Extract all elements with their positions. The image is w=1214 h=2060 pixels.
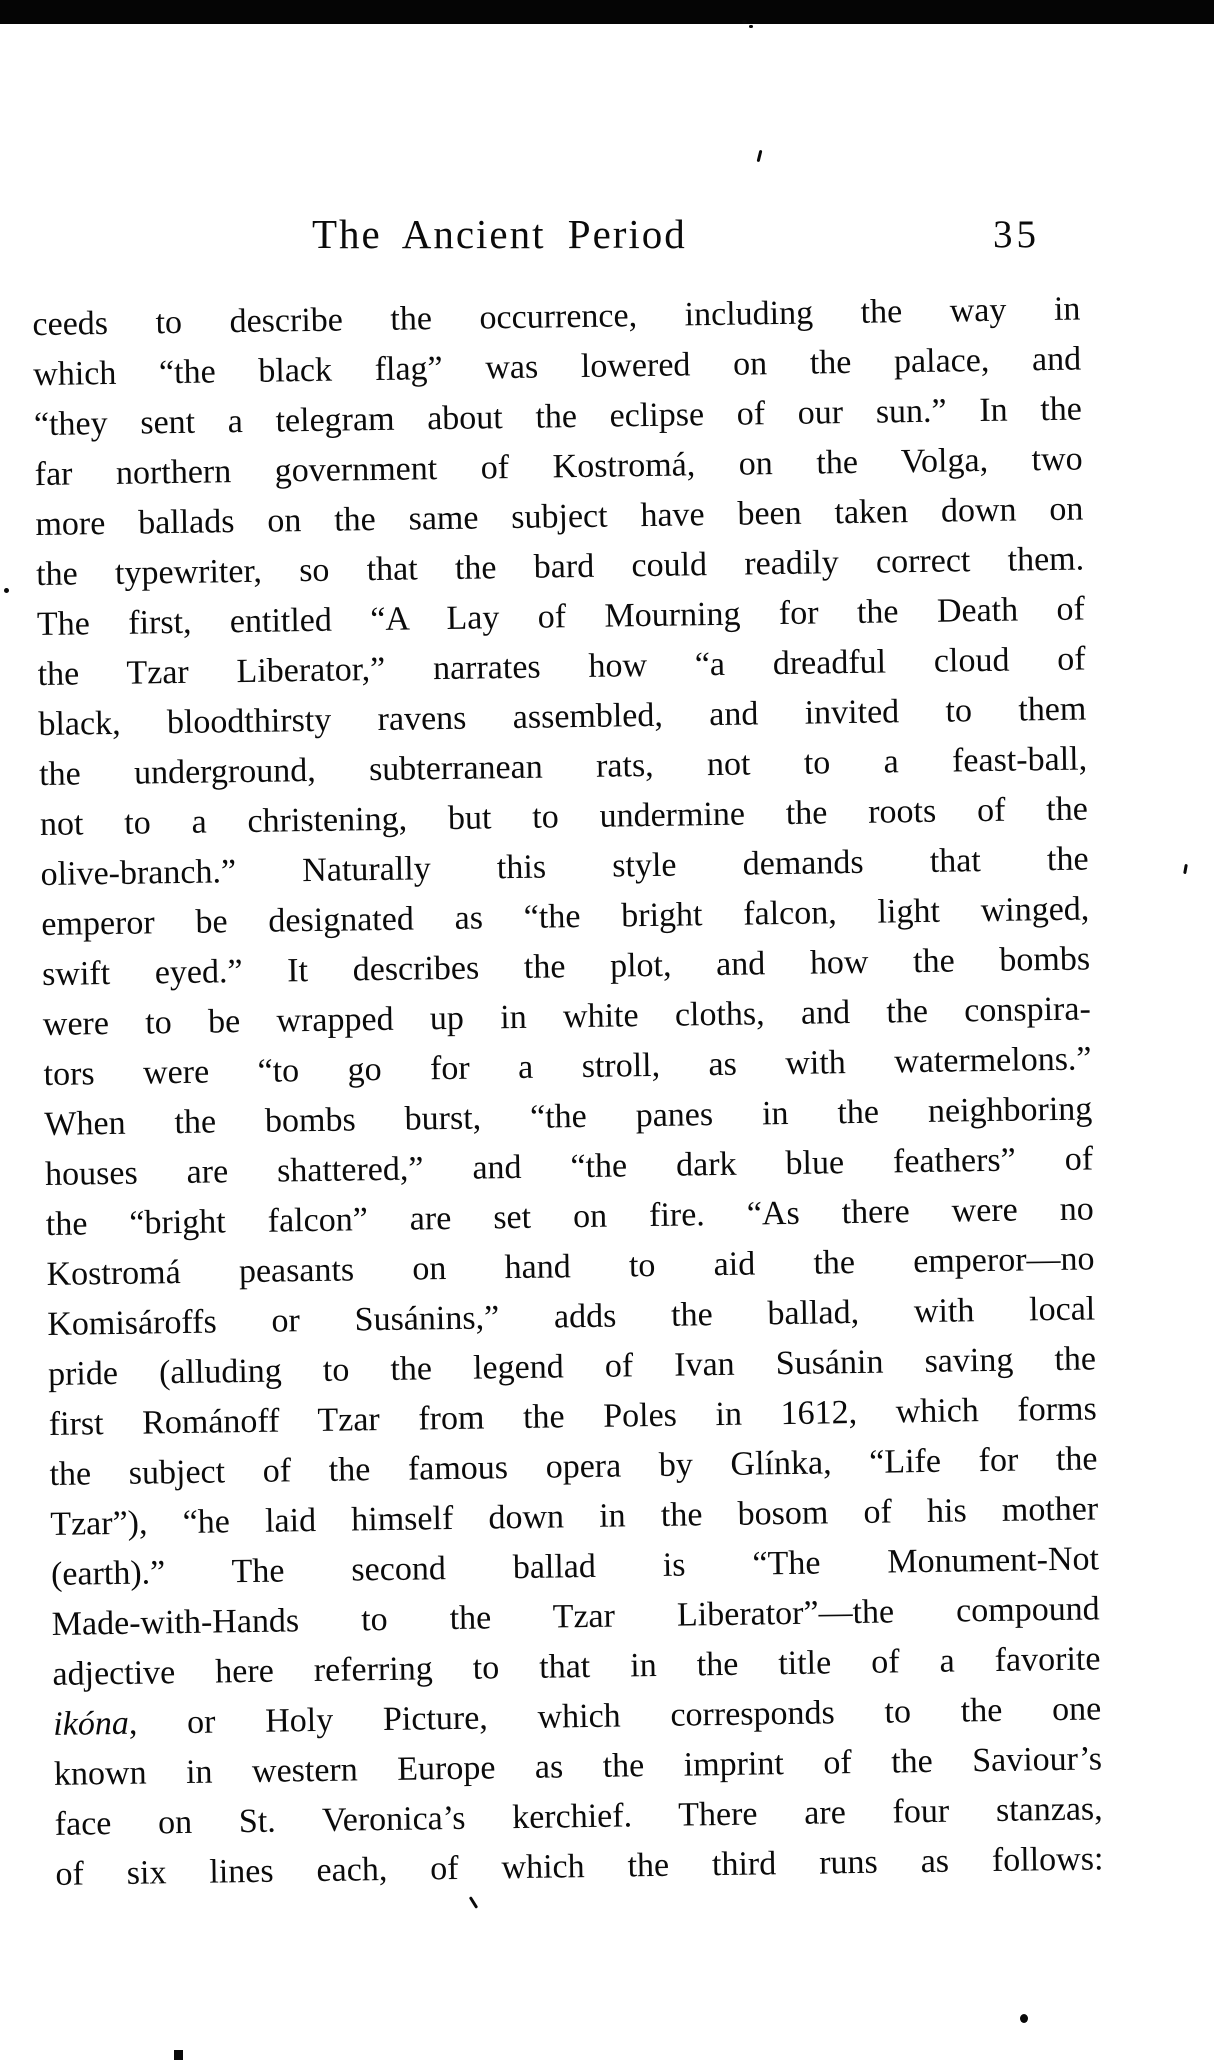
body-line: emperor be designated as “the bright falcon, light winged, xyxy=(41,890,1090,944)
scan-artifact xyxy=(742,20,747,24)
body-line: Komisároffs or Susánins,” adds the ballad, with local xyxy=(47,1290,1096,1343)
body-line: When the bombs burst, “the panes in the neighboring xyxy=(44,1090,1093,1143)
body-line: houses are shattered,” and “the dark blue feathers” of xyxy=(44,1140,1094,1193)
body-line: which “the black flag” was lowered on the palace, and xyxy=(32,340,1082,394)
body-line: Kostromá peasants on hand to aid the emperor—no xyxy=(46,1240,1095,1293)
italic-word: ikóna xyxy=(52,1704,130,1743)
scan-artifact xyxy=(1020,2014,1028,2023)
body-line: black, bloodthirsty ravens assembled, and invited to them xyxy=(38,690,1087,744)
body-line: face on St. Veronica’s kerchief. There are four stanzas, xyxy=(54,1790,1103,1843)
scan-artifact xyxy=(469,1896,478,1909)
body-line: tors were “to go for a stroll, as with watermelons.” xyxy=(43,1040,1092,1094)
body-line: of six lines each, of which the third runs as follows: xyxy=(55,1840,1104,1893)
body-line: olive-branch.” Naturally this style demands that the xyxy=(40,840,1089,894)
body-line: (earth).” The second ballad is “The Monument-Not xyxy=(50,1540,1100,1593)
body-line: swift eyed.” It describes the plot, and how the bombs xyxy=(41,940,1091,994)
body-line: The first, entitled “A Lay of Mourning for the Death of xyxy=(36,590,1086,644)
body-line-text: , or Holy Picture, which corresponds to the one xyxy=(128,1690,1102,1742)
scan-artifact xyxy=(174,2050,183,2060)
body-line: adjective here referring to that in the title of a favorite xyxy=(52,1640,1101,1693)
scan-artifact xyxy=(4,588,9,593)
body-line: the “bright falcon” are set on fire. “As there were no xyxy=(45,1190,1095,1243)
scan-artifact xyxy=(757,150,763,162)
body-line: far northern government of Kostromá, on the Volga, two xyxy=(34,440,1083,494)
body-line: more ballads on the same subject have been taken down on xyxy=(35,490,1084,544)
body-text xyxy=(32,285,1104,1900)
scan-artifact xyxy=(749,25,753,28)
body-line: Made-with-Hands to the Tzar Liberator”—the compound xyxy=(51,1590,1100,1643)
body-line: pride (alluding to the legend of Ivan Susánin saving the xyxy=(47,1340,1097,1393)
body-line: the Tzar Liberator,” narrates how “a dreadful cloud of xyxy=(37,640,1086,694)
page-title: The Ancient Period xyxy=(312,211,687,257)
body-line: not to a christening, but to undermine the roots of the xyxy=(39,790,1089,844)
body-line: Tzar”), “he laid himself down in the bosom of his mother xyxy=(50,1490,1099,1543)
body-line: the subject of the famous opera by Glínka, “Life for the xyxy=(49,1440,1098,1493)
body-line: first Románoff Tzar from the Poles in 1612, which forms xyxy=(48,1390,1097,1443)
body-line: the underground, subterranean rats, not to a feast-ball, xyxy=(38,740,1088,794)
scan-artifact xyxy=(1183,864,1188,874)
body-line: known in western Europe as the imprint of the Saviour’s xyxy=(53,1740,1103,1793)
scan-edge-band xyxy=(0,0,1214,24)
body-line: ceeds to describe the occurrence, including the way in xyxy=(32,290,1081,344)
body-line: were to be wrapped up in white cloths, and the conspira- xyxy=(42,990,1092,1044)
body-line: the typewriter, so that the bard could readily correct them. xyxy=(35,540,1085,594)
body-line: “they sent a telegram about the eclipse of our sun.” In the xyxy=(33,390,1083,444)
page-number: 35 xyxy=(993,213,1040,256)
